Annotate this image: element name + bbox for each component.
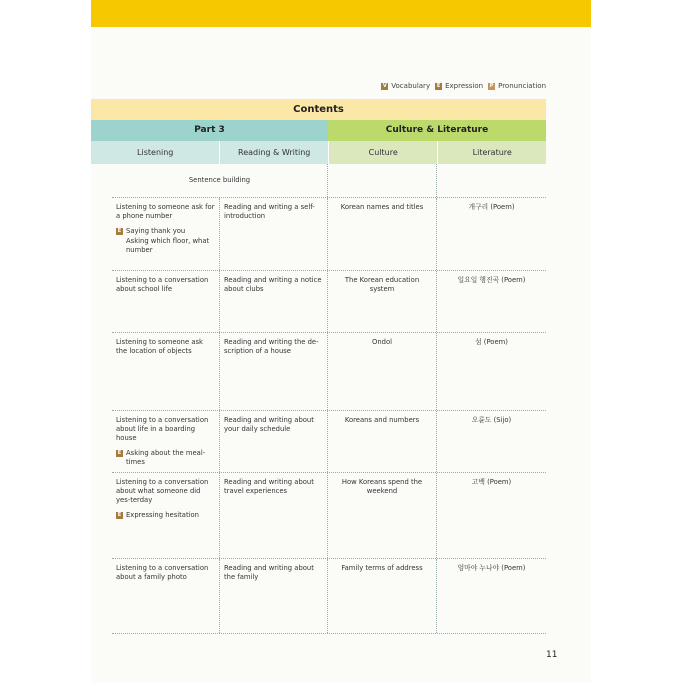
expression-item	[116, 227, 215, 236]
culture-cell: Korean names and titles	[328, 198, 437, 270]
culture-literature-header: Culture & Literature	[328, 120, 546, 141]
reading-cell: Reading and writing about the family	[220, 559, 328, 633]
listening-cell: Listening to a conversation about a family photo	[112, 559, 220, 633]
expression-item	[116, 449, 215, 467]
listening-header: Listening	[91, 141, 219, 164]
contents-title: Contents	[91, 99, 546, 120]
legend-label: Vocabulary	[391, 82, 431, 90]
culture-cell: Ondol	[328, 333, 437, 410]
expression-text: Asking which floor, what number	[126, 237, 210, 254]
legend-expression	[435, 82, 483, 90]
listening-cell	[112, 473, 220, 558]
pronunciation-badge-icon: P	[489, 82, 494, 89]
listening-text: Listening to a conversation about life in a boarding house	[116, 416, 209, 442]
listening-cell	[112, 198, 220, 270]
sentence-building-row	[112, 164, 546, 198]
literature-header: Literature	[437, 141, 546, 164]
literature-cell: 오륜도 (Sijo)	[471, 416, 512, 424]
table-row	[112, 271, 546, 333]
reading-cell: Reading and writing a notice about clubs	[220, 271, 328, 332]
expression-text: Expressing hesitation	[126, 511, 199, 519]
table-row	[112, 198, 546, 271]
reading-cell: Reading and writing the de-scription of a house	[220, 333, 328, 410]
part-3-header: Part 3	[91, 120, 328, 141]
literature-cell: 고백 (Poem)	[471, 478, 512, 486]
literature-cell: 개구리 (Poem)	[468, 203, 515, 211]
literature-cell: 섬 (Poem)	[475, 338, 508, 346]
listening-text: Listening to someone ask for a phone number	[116, 203, 215, 220]
table-row	[112, 333, 546, 411]
reading-cell: Reading and writing about your daily schedule	[220, 411, 328, 472]
expression-text: Asking about the meal-times	[126, 449, 206, 466]
table-row	[112, 559, 546, 634]
vocabulary-badge-icon: V	[382, 82, 387, 89]
column-header-row	[91, 141, 546, 164]
table-row	[112, 411, 546, 473]
expression-item	[116, 511, 215, 520]
culture-header: Culture	[328, 141, 438, 164]
legend	[381, 82, 546, 90]
culture-cell: Koreans and numbers	[328, 411, 437, 472]
listening-text: Listening to a conversation about what someone did yes-terday	[116, 478, 209, 504]
expression-badge-icon: E	[117, 512, 122, 518]
literature-cell: 일요일 행진곡 (Poem)	[457, 276, 526, 284]
expression-badge-icon: E	[436, 82, 441, 89]
expression-text: Saying thank you	[126, 227, 186, 235]
culture-cell: The Korean education system	[328, 271, 437, 332]
table-row	[112, 473, 546, 559]
culture-cell: Family terms of address	[328, 559, 437, 633]
contents-table	[112, 164, 546, 634]
listening-cell: Listening to a conversation about school life	[112, 271, 220, 332]
sentence-building-cell: Sentence building	[112, 164, 328, 197]
part-header-row	[91, 120, 546, 141]
culture-cell: How Koreans spend the weekend	[328, 473, 437, 558]
literature-cell: 엄마야 누나야 (Poem)	[457, 564, 526, 572]
table-cell	[437, 164, 546, 197]
expression-badge-icon: E	[117, 228, 122, 234]
page-number: 11	[546, 650, 558, 660]
reading-cell: Reading and writing about travel experiences	[220, 473, 328, 558]
listening-cell: Listening to someone ask the location of objects	[112, 333, 220, 410]
legend-pronunciation	[488, 82, 546, 90]
legend-label: Expression	[445, 82, 484, 90]
legend-vocabulary	[381, 82, 430, 90]
reading-writing-header: Reading & Writing	[219, 141, 328, 164]
expression-badge-icon: E	[117, 450, 122, 456]
table-cell	[328, 164, 437, 197]
top-color-bar	[91, 0, 591, 27]
listening-cell	[112, 411, 220, 472]
book-page	[91, 0, 591, 683]
reading-cell: Reading and writing a self-introduction	[220, 198, 328, 270]
legend-label: Pronunciation	[498, 82, 546, 90]
